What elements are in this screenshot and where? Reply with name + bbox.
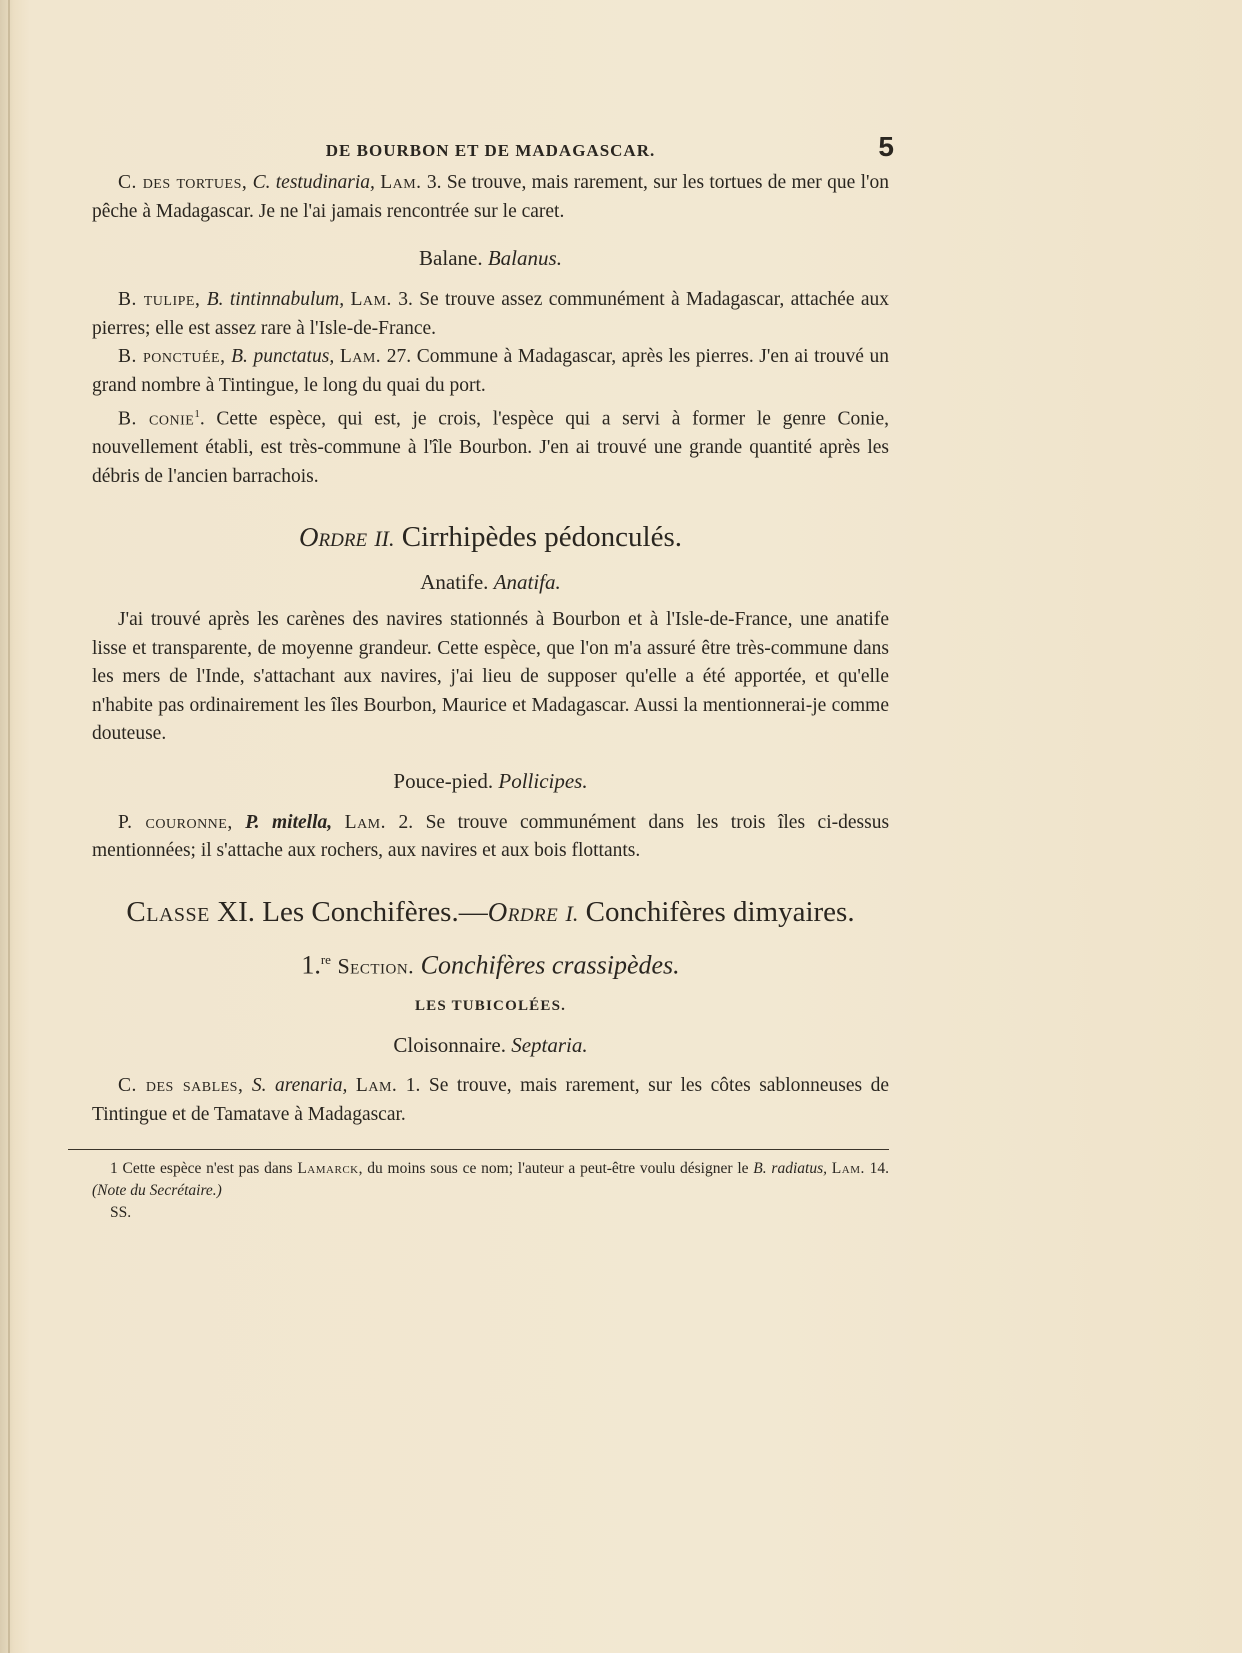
page-spine (8, 0, 10, 1653)
entry-couronne: P. couronne, P. mitella, Lam. 2. Se trouve communément dans les trois îles ci-dessus mentionnées; il s'attache aux rochers, aux navires et aux bois flottants. (92, 811, 890, 861)
genus-header-cloisonnaire: Cloisonnaire. Septaria. (393, 1033, 588, 1058)
entry-anatife: J'ai trouvé après les carènes des navires stationnés à Bourbon et à l'Isle-de-France, une anatife lisse et transparente, de moyenne grandeur. Cette espèce, que l'on m'a assuré être très-commune dans les mers de l'Inde, s'attachant aux navires, j'ai lieu de supposer qu'elle a été apportée, et qu'elle n'habite pas ordinairement les îles Bourbon, Maurice et Madagascar. Aussi la mentionnerai-je comme douteuse. (92, 609, 889, 744)
section-heading: 1.$^{re}$ Section. Conchifères crassipèdes. (301, 950, 680, 980)
text-block (92, 131, 895, 1224)
entry-conie: B. conie$^1$. Cette espèce, qui est, je crois, l'espèce qui a servi à former le genre Conie, nouvellement établi, est très-commune à l'île Bourbon. J'en ai trouvé une grande quantité après les débris de l'ancien barrachois. (92, 408, 889, 487)
entry-sables: C. des sables, S. arenaria, Lam. 1. Se trouve, mais rarement, sur les côtes sablonneuses de Tintingue et de Tamatave à Madagascar. (92, 1075, 890, 1125)
classe-heading: Classe XI. Les Conchifères.—Ordre I. Conchifères dimyaires. (126, 895, 855, 928)
genus-header-pouce-pied: Pouce-pied. Pollicipes. (393, 768, 588, 793)
genus-header-balane: Balane. Balanus. (419, 246, 562, 270)
footnote-rule (68, 1149, 889, 1150)
entry-tortues: C. des tortues, C. testudinaria, Lam. 3. Se trouve, mais rarement, sur les tortues de mer que l'on pêche à Madagascar. Je ne l'ai jamais rencontrée sur le caret. (92, 172, 889, 222)
entry-tulipe: B. tulipe, B. tintinnabulum, Lam. 3. Se trouve assez communément à Madagascar, attachée aux pierres; elle est assez rare à l'Isle-de-France. (92, 289, 889, 339)
footnote-marker: 1 (194, 408, 200, 420)
page-number: 5 (878, 131, 895, 162)
running-head-title: DE BOURBON ET DE MADAGASCAR. (325, 141, 656, 160)
footnote-signature: SS. (110, 1204, 132, 1222)
entry-ponctuee: B. ponctuée, B. punctatus, Lam. 27. Commune à Madagascar, après les pierres. J'en ai trouvé un grand nombre à Tintingue, le long du quai du port. (92, 346, 890, 396)
footnote: 1 Cette espèce n'est pas dans Lamarck, du moins sous ce nom; l'auteur a peut-être voulu désigner le B. radiatus, Lam. 14. (Note du Secrétaire.) (92, 1160, 890, 1200)
running-head (92, 131, 895, 167)
ordre-heading-2: Ordre II. Cirrhipèdes pédonculés. (299, 521, 682, 553)
tribe-heading: LES TUBICOLÉES. (414, 998, 567, 1015)
genus-header-anatife: Anatife. Anatifa. (420, 570, 561, 594)
